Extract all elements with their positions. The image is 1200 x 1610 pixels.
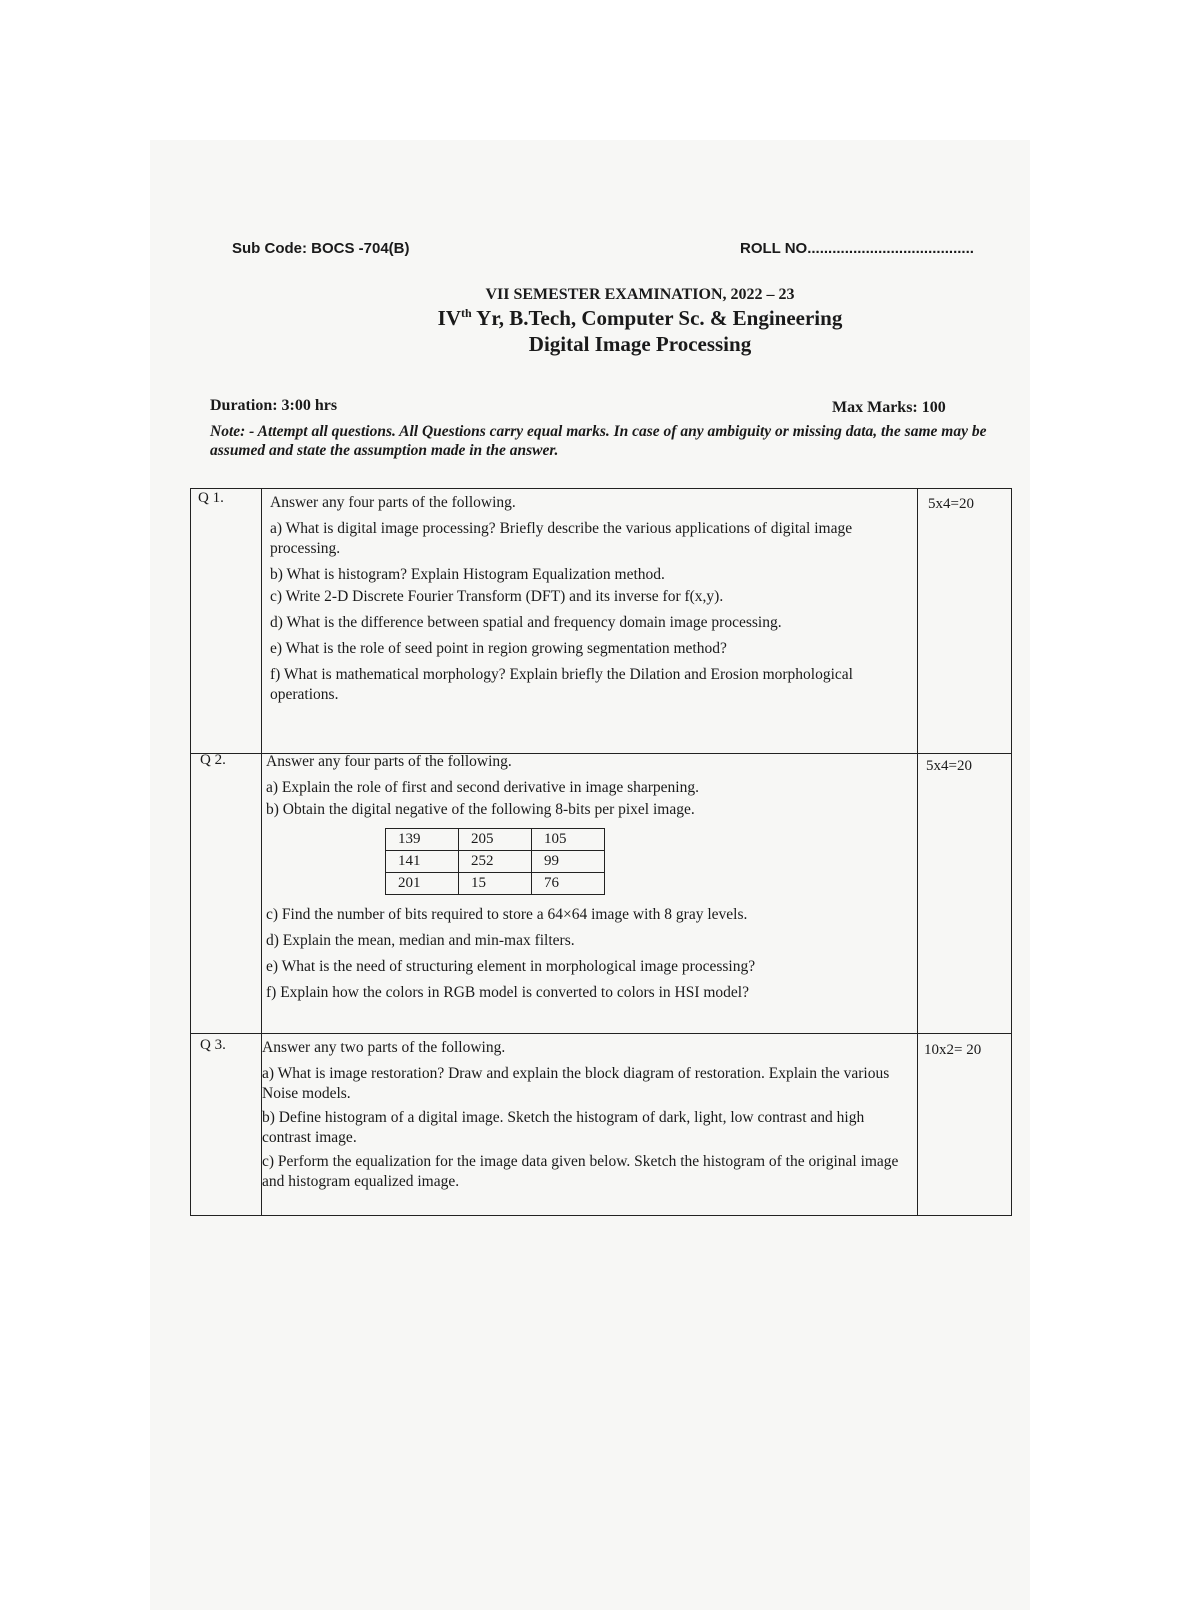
subject-title: Digital Image Processing [528,332,752,356]
max-marks-label: Max Marks: 100 [832,399,946,416]
question-part: b) Define histogram of a digital image. Sketch the histogram of dark, light, low contrast and high contrast image. [262,1109,865,1146]
question-instruction: Answer any two parts of the following. [262,1039,506,1056]
column-divider [917,489,918,1215]
row-divider [191,1033,1011,1034]
roll-number-field: ROLL NO........................................ [740,240,974,257]
question-part: e) What is the need of structuring element in morphological image processing? [266,958,756,975]
pixel-cell: 76 [532,873,605,895]
question-part: c) Perform the equalization for the image data given below. Sketch the histogram of the original image and histogram equalized image. [262,1153,899,1190]
question-part: b) Obtain the digital negative of the following 8-bits per pixel image. [266,801,695,818]
pixel-cell: 205 [459,829,532,851]
question-number: Q 2. [200,752,226,768]
question-marks: 10x2= 20 [924,1042,982,1058]
grid-row [386,851,605,873]
question-marks: 5x4=20 [928,496,974,512]
subject-code: Sub Code: BOCS -704(B) [232,240,410,257]
pixel-cell: 99 [532,851,605,873]
pixel-value-grid [385,828,605,895]
pixel-cell: 105 [532,829,605,851]
question-part: a) Explain the role of first and second derivative in image sharpening. [266,779,699,796]
question-part: f) Explain how the colors in RGB model is converted to colors in HSI model? [266,984,749,1001]
grid-row [386,829,605,851]
question-part: c) Find the number of bits required to store a 64×64 image with 8 gray levels. [266,906,748,923]
grid-row [386,873,605,895]
exam-note: Note: - Attempt all questions. All Questions carry equal marks. In case of any ambiguity or missing data, the same may be assumed and state the assumption made in the answer. [210,423,987,459]
question-2-body-top [266,752,912,826]
question-part: b) What is histogram? Explain Histogram Equalization method. [270,566,665,583]
pixel-cell: 252 [459,851,532,873]
question-3-body [262,1038,910,1198]
question-part: d) What is the difference between spatial and frequency domain image processing. [270,614,782,631]
question-part: a) What is image restoration? Draw and explain the block diagram of restoration. Explain the various Noise models. [262,1065,890,1102]
pixel-cell: 201 [386,873,459,895]
question-1-body [270,493,912,711]
pixel-cell: 139 [386,829,459,851]
pixel-cell: 141 [386,851,459,873]
question-part: c) Write 2-D Discrete Fourier Transform (DFT) and its inverse for f(x,y). [270,588,724,605]
question-part: f) What is mathematical morphology? Explain briefly the Dilation and Erosion morphological operations. [270,666,853,703]
exam-title: VII SEMESTER EXAMINATION, 2022 – 23 [485,286,795,303]
question-instruction: Answer any four parts of the following. [266,753,512,770]
question-part: e) What is the role of seed point in region growing segmentation method? [270,640,727,657]
question-marks: 5x4=20 [926,758,972,774]
question-number: Q 1. [198,490,224,506]
question-part: a) What is digital image processing? Briefly describe the various applications of digital image processing. [270,520,853,557]
question-number: Q 3. [200,1037,226,1053]
course-title: IVth Yr, B.Tech, Computer Sc. & Engineering [437,306,843,330]
question-2-body-bottom [266,905,912,1009]
question-part: d) Explain the mean, median and min-max filters. [266,932,575,949]
pixel-cell: 15 [459,873,532,895]
duration-label: Duration: 3:00 hrs [210,397,338,414]
question-instruction: Answer any four parts of the following. [270,494,516,511]
